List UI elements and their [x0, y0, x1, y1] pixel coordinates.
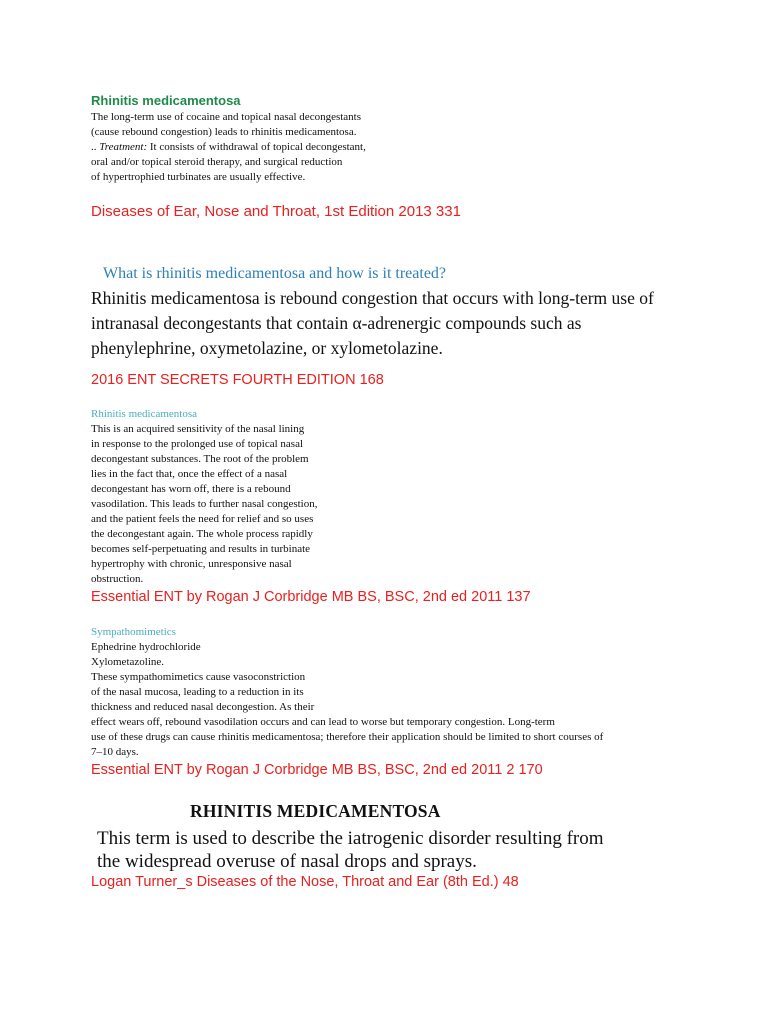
- section3-line-4: lies in the fact that, once the effect of a nasal: [91, 468, 288, 480]
- section3-body: [91, 422, 317, 587]
- section5-line-1: This term is used to describe the iatrogenic disorder resulting from: [97, 828, 604, 849]
- section1-body: [91, 110, 366, 185]
- treatment-prefix: ..: [91, 141, 97, 153]
- section3-line-2: in response to the prolonged use of topical nasal: [91, 438, 304, 450]
- section1-line-1: The long-term use of cocaine and topical nasal decongestants: [91, 111, 362, 123]
- section4-line-3: These sympathomimetics cause vasoconstriction: [91, 671, 306, 683]
- section5-line-2: the widespread overuse of nasal drops and sprays.: [97, 851, 477, 872]
- treatment-text: It consists of withdrawal of topical decongestant,: [149, 141, 366, 153]
- treatment-label: Treatment:: [99, 141, 148, 153]
- section5-title: RHINITIS MEDICAMENTOSA: [190, 801, 441, 821]
- section1-line-3: [91, 140, 366, 155]
- section3-line-10: hypertrophy with chronic, unresponsive nasal: [91, 558, 292, 570]
- section4-line-8: 7–10 days.: [91, 746, 139, 758]
- section1-citation: Diseases of Ear, Nose and Throat, 1st Edition 2013 331: [91, 203, 461, 220]
- section2-answer: [91, 286, 654, 361]
- section4-line-6: effect wears off, rebound vasodilation occurs and can lead to worse but temporary congestion. Long-term: [91, 716, 555, 728]
- section4-line-5: thickness and reduced nasal decongestion. As their: [91, 701, 315, 713]
- section1-heading: Rhinitis medicamentosa: [91, 93, 241, 108]
- section5-citation: Logan Turner_s Diseases of the Nose, Throat and Ear (8th Ed.) 48: [91, 874, 519, 890]
- section4-line-4: of the nasal mucosa, leading to a reduction in its: [91, 686, 304, 698]
- section2-question: What is rhinitis medicamentosa and how is it treated?: [103, 265, 447, 282]
- section1-line-4: oral and/or topical steroid therapy, and surgical reduction: [91, 156, 343, 168]
- section3-line-6: vasodilation. This leads to further nasal congestion,: [91, 498, 318, 510]
- section3-line-8: the decongestant again. The whole process rapidly: [91, 528, 313, 540]
- section3-line-3: decongestant substances. The root of the problem: [91, 453, 309, 465]
- section4-heading: Sympathomimetics: [91, 626, 176, 638]
- section2-citation: 2016 ENT SECRETS FOURTH EDITION 168: [91, 372, 384, 388]
- section4-line-7: use of these drugs can cause rhinitis medicamentosa; therefore their application should be limited to short courses of: [91, 731, 604, 743]
- section4-line-1: Ephedrine hydrochloride: [91, 641, 201, 653]
- section3-heading: Rhinitis medicamentosa: [91, 408, 198, 420]
- section1-line-2: (cause rebound congestion) leads to rhinitis medicamentosa.: [91, 126, 357, 138]
- section3-citation: Essential ENT by Rogan J Corbridge MB BS, BSC, 2nd ed 2011 137: [91, 589, 531, 605]
- section3-line-7: and the patient feels the need for relief and so uses: [91, 513, 314, 525]
- section4-body: [91, 640, 603, 760]
- section3-line-5: decongestant has worn off, there is a rebound: [91, 483, 291, 495]
- section5-body: [97, 827, 604, 873]
- section4-citation: Essential ENT by Rogan J Corbridge MB BS, BSC, 2nd ed 2011 2 170: [91, 762, 543, 778]
- section4-line-2: Xylometazoline.: [91, 656, 165, 668]
- section3-line-1: This is an acquired sensitivity of the nasal lining: [91, 423, 305, 435]
- section3-line-9: becomes self-perpetuating and results in turbinate: [91, 543, 311, 555]
- section2-answer-line-3: phenylephrine, oxymetolazine, or xylometolazine.: [91, 338, 443, 358]
- section3-line-11: obstruction.: [91, 573, 144, 585]
- section1-line-5: of hypertrophied turbinates are usually effective.: [91, 171, 306, 183]
- section2-answer-line-1: Rhinitis medicamentosa is rebound congestion that occurs with long-term use of: [91, 288, 654, 308]
- section2-answer-line-2: intranasal decongestants that contain α-adrenergic compounds such as: [91, 313, 582, 333]
